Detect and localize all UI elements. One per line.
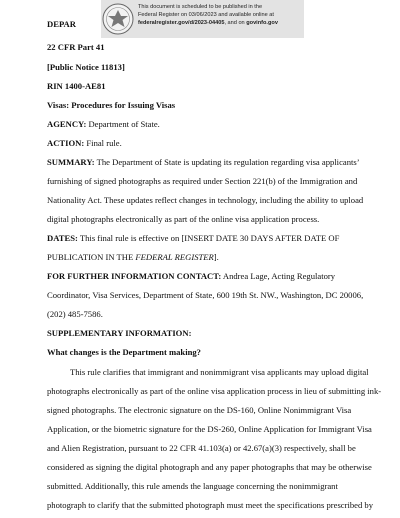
dates-text-1: This final rule is effective on [INSERT DATE 30 DAYS AFTER DATE OF (77, 233, 340, 243)
federalregister-link[interactable]: federalregister.gov/d/2023-04405 (138, 20, 225, 26)
department-heading: DEPAR (47, 19, 76, 29)
agency-line (47, 119, 369, 129)
action-line (47, 138, 369, 148)
govinfo-link[interactable]: govinfo.gov (246, 20, 278, 26)
section-question: What changes is the Department making? (47, 347, 201, 357)
supplementary-label: SUPPLEMENTARY INFORMATION: (47, 328, 192, 338)
public-notice: [Public Notice 11813] (47, 62, 125, 72)
dates-line-1 (47, 233, 369, 243)
body-line-2: photographs electronically as part of the online visa application process in lieu of submitting ink- (47, 386, 382, 396)
body-line-5: and Alien Registration, pursuant to 22 CFR 41.103(a) or 42.67(a)(3) respectively, shall be (47, 443, 356, 453)
action-label: ACTION: (47, 138, 85, 148)
summary-line-3: Nationality Act. These updates reflect changes in technology, including the ability to upload (47, 195, 364, 205)
rin-number: RIN 1400-AE81 (47, 81, 106, 91)
dates-text-2: PUBLICATION IN THE (47, 252, 136, 262)
banner-mid-text: , and on (224, 20, 247, 26)
summary-line-1 (47, 157, 369, 167)
dates-label: DATES: (47, 233, 78, 243)
body-line-1: This rule clarifies that immigrant and nonimmigrant visa applicants may upload digital (70, 367, 369, 377)
contact-text-1: Andrea Lage, Acting Regulatory (221, 271, 336, 281)
body-line-4: Application, or the biometric signature for the DS-260, Online Application for Immigrant Visa (47, 424, 372, 434)
contact-line-3: (202) 485-7586. (47, 309, 103, 319)
cfr-part: 22 CFR Part 41 (47, 42, 105, 52)
dates-line-2 (47, 252, 369, 262)
contact-label: FOR FURTHER INFORMATION CONTACT: (47, 271, 222, 281)
dates-text-3: ]. (213, 252, 219, 262)
contact-line-2: Coordinator, Visa Services, Department of State, 600 19th St. NW., Washington, DC 20006, (47, 290, 364, 300)
rule-title: Visas: Procedures for Issuing Visas (47, 100, 176, 110)
body-line-8: photograph to clarify that the submitted photograph must meet the specifications prescribed by (47, 500, 374, 510)
federal-register-italic: FEDERAL REGISTER (135, 252, 214, 262)
action-value: Final rule. (84, 138, 122, 148)
summary-line-4: digital photographs electronically as part of the online visa application process. (47, 214, 320, 224)
summary-line-2: furnishing of signed photographs as required under Section 221(b) of the Immigration and (47, 176, 358, 186)
summary-label: SUMMARY: (47, 157, 95, 167)
body-line-3: signed photographs. The electronic signature on the DS-160, Online Nonimmigrant Visa (47, 405, 352, 415)
banner-line-1: This document is scheduled to be published in the (138, 4, 263, 10)
summary-text-1: The Department of State is updating its regulation regarding visa applicants’ (94, 157, 360, 167)
agency-value: Department of State. (86, 119, 160, 129)
body-line-6: considered as signing the digital photograph and any paper photographs that may be otherwise (47, 462, 372, 472)
contact-line-1 (47, 271, 369, 281)
body-line-7: submitted. Additionally, this rule amends the language concerning the nonimmigrant (47, 481, 338, 491)
agency-label: AGENCY: (47, 119, 87, 129)
banner-line-2: Federal Register on 03/06/2023 and available online at (138, 12, 274, 18)
